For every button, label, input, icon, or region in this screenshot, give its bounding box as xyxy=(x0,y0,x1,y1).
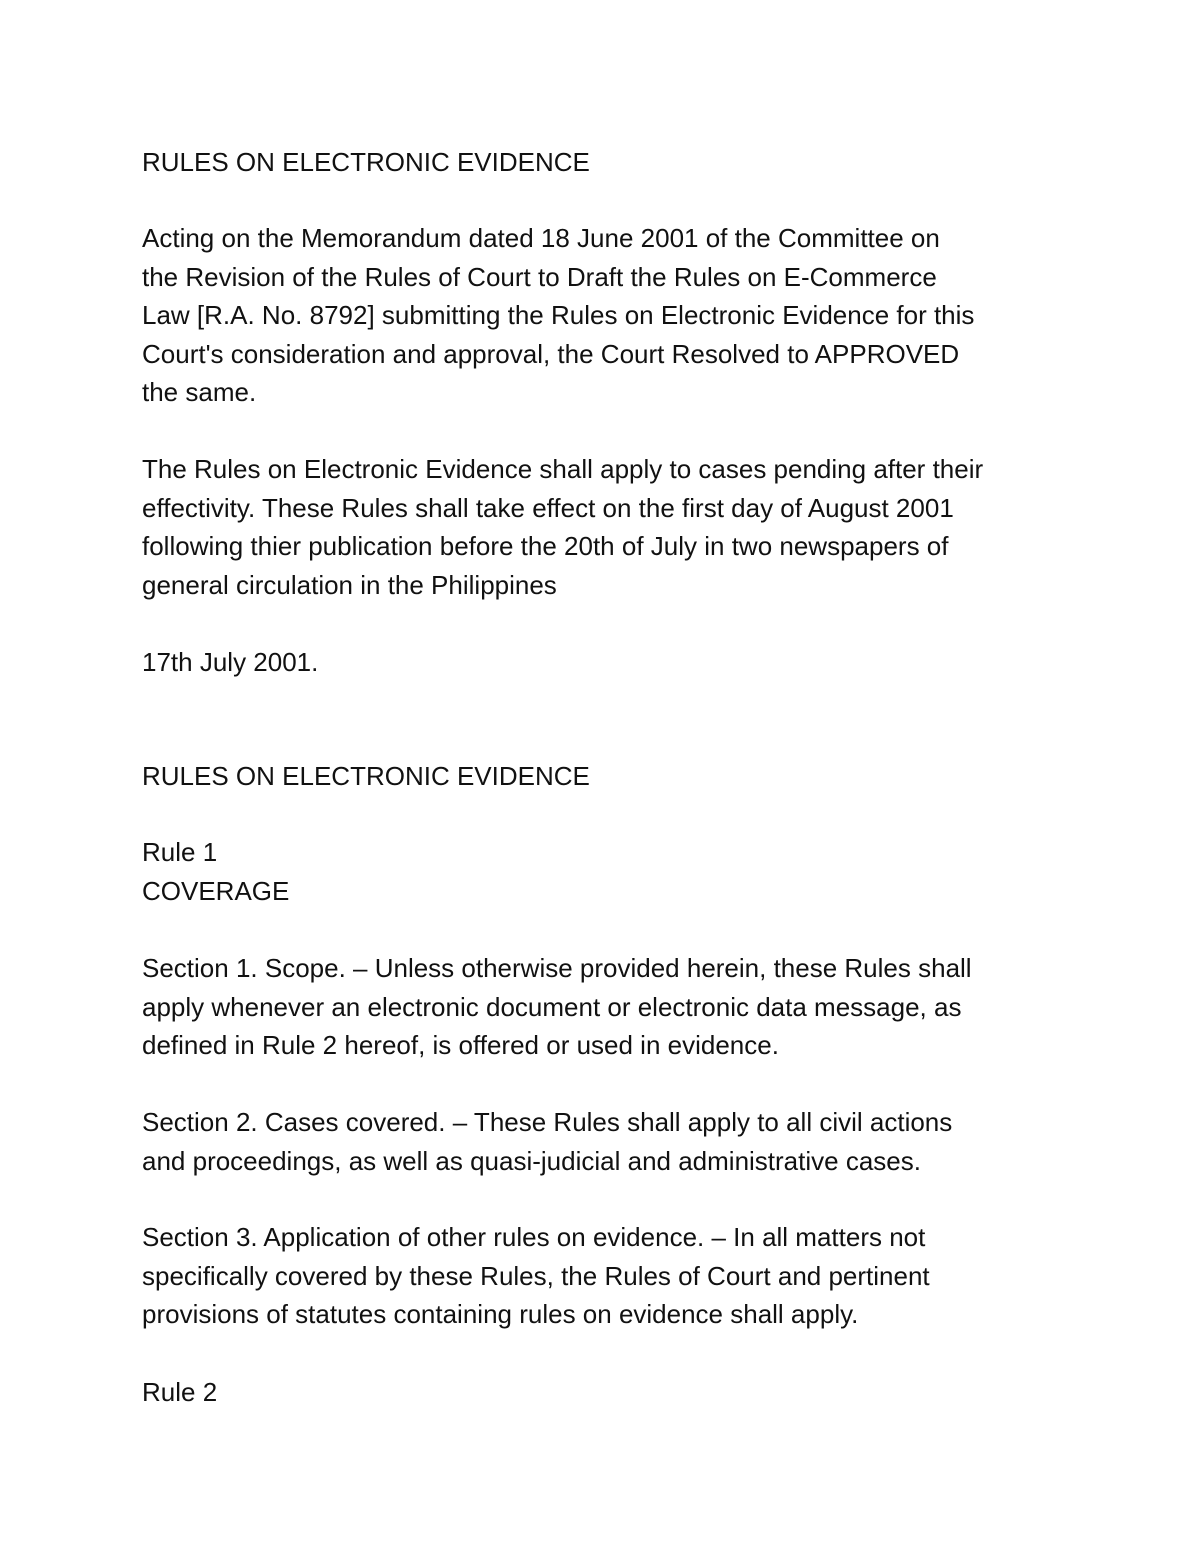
effectivity-line: general circulation in the Philippines xyxy=(142,569,557,600)
section-3-application xyxy=(142,1218,1072,1334)
resolution-line: Law [R.A. No. 8792] submitting the Rules on Electronic Evidence for this xyxy=(142,300,975,331)
section-1-scope xyxy=(142,949,1072,1065)
effectivity-line: The Rules on Electronic Evidence shall apply to cases pending after their xyxy=(142,454,984,484)
section-1-line: defined in Rule 2 hereof, is offered or used in evidence. xyxy=(142,1030,779,1061)
rules-title xyxy=(142,757,1072,796)
effectivity-paragraph xyxy=(142,450,1072,604)
section-2-line: and proceedings, as well as quasi-judicial and administrative cases. xyxy=(142,1145,921,1176)
rule-1-heading: COVERAGE xyxy=(142,875,290,906)
section-2-line: Section 2. Cases covered. – These Rules shall apply to all civil actions xyxy=(142,1107,953,1137)
document-title-text: RULES ON ELECTRONIC EVIDENCE xyxy=(142,147,590,177)
section-3-line: Section 3. Application of other rules on evidence. – In all matters not xyxy=(142,1222,926,1252)
rule-2-header xyxy=(142,1373,1072,1412)
rule-2-number: Rule 2 xyxy=(142,1377,218,1407)
effectivity-line: effectivity. These Rules shall take effect on the first day of August 2001 xyxy=(142,492,954,523)
effectivity-line: following thier publication before the 20th of July in two newspapers of xyxy=(142,531,949,562)
resolution-line: the same. xyxy=(142,377,257,408)
section-1-line: Section 1. Scope. – Unless otherwise provided herein, these Rules shall xyxy=(142,953,972,983)
section-1-line: apply whenever an electronic document or electronic data message, as xyxy=(142,991,962,1022)
document-title xyxy=(142,143,1072,182)
section-2-cases-covered xyxy=(142,1103,1072,1180)
rule-1-header xyxy=(142,833,1072,910)
resolution-line: Acting on the Memorandum dated 18 June 2001 of the Committee on xyxy=(142,223,940,253)
section-3-line: specifically covered by these Rules, the Rules of Court and pertinent xyxy=(142,1260,930,1291)
rule-1-number: Rule 1 xyxy=(142,837,218,867)
resolution-date xyxy=(142,643,1072,682)
resolution-paragraph xyxy=(142,219,1072,412)
resolution-date-text: 17th July 2001. xyxy=(142,647,319,677)
section-3-line: provisions of statutes containing rules on evidence shall apply. xyxy=(142,1299,859,1330)
resolution-line: Court's consideration and approval, the Court Resolved to APPROVED xyxy=(142,338,960,369)
resolution-line: the Revision of the Rules of Court to Draft the Rules on E-Commerce xyxy=(142,261,937,292)
rules-title-text: RULES ON ELECTRONIC EVIDENCE xyxy=(142,761,590,791)
